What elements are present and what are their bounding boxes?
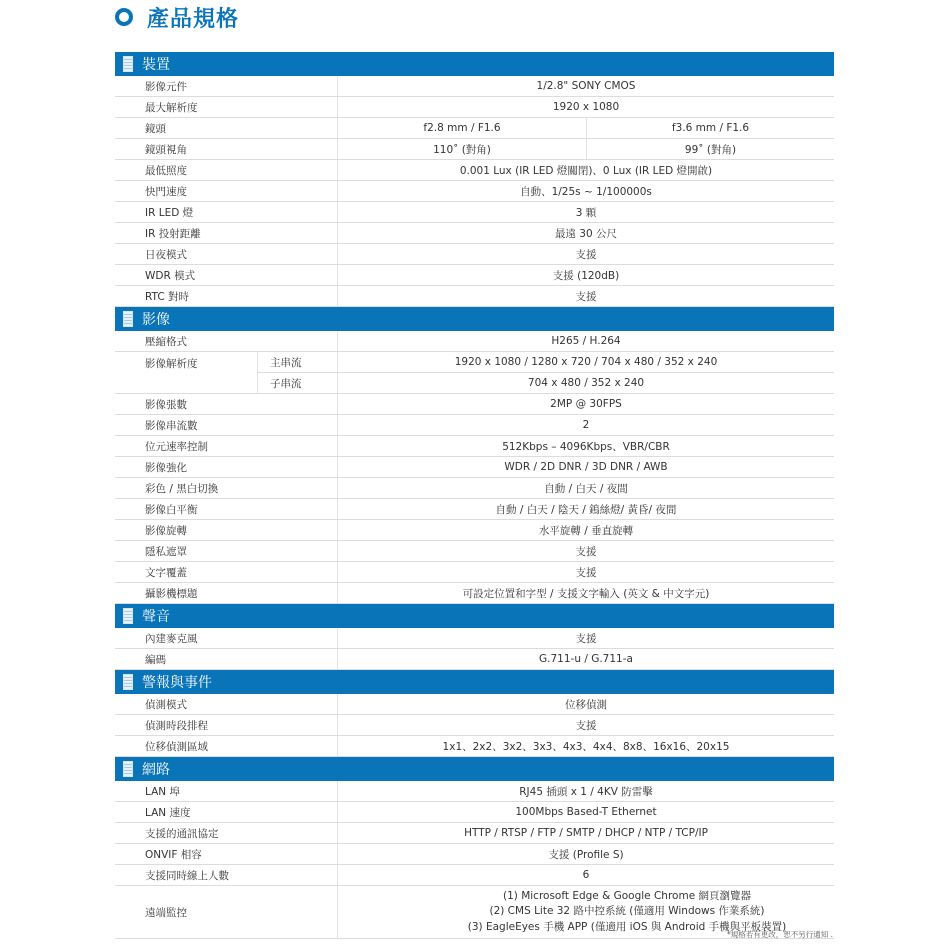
row-label: LAN 埠	[115, 781, 338, 801]
circle-bullet-icon	[115, 8, 133, 26]
row-label: 影像旋轉	[115, 520, 338, 540]
row-label: IR LED 燈	[115, 202, 338, 222]
row-sublabel: 子串流	[258, 373, 338, 393]
row-value: H265 / H.264	[551, 335, 621, 347]
row-value: 1x1、2x2、3x2、3x3、4x3、4x4、8x8、16x16、20x15	[442, 740, 730, 753]
table-row	[115, 865, 834, 886]
row-value-left: f2.8 mm / F1.6	[338, 118, 587, 138]
row-value: HTTP / RTSP / FTP / SMTP / DHCP / NTP / TCP/IP	[464, 827, 708, 839]
row-value-line: (3) EagleEyes 手機 APP (僅適用 iOS 與 Android 手機與平板裝置)	[467, 920, 787, 933]
table-row	[115, 499, 834, 520]
row-value: 支援	[575, 545, 597, 558]
row-label: 偵測時段排程	[115, 715, 338, 735]
row-value: 自動 / 白天 / 夜間	[544, 482, 628, 495]
table-row	[115, 520, 834, 541]
row-label: 最大解析度	[115, 97, 338, 117]
row-label: 影像白平衡	[115, 499, 338, 519]
table-row	[115, 415, 834, 436]
table-row	[115, 844, 834, 865]
table-row	[115, 97, 834, 118]
row-value: 1920 x 1080 / 1280 x 720 / 704 x 480 / 352 x 240	[454, 356, 718, 368]
row-value: 2MP @ 30FPS	[550, 398, 622, 410]
table-row	[115, 457, 834, 478]
row-label: 遠端監控	[115, 886, 338, 938]
row-label: 影像元件	[115, 76, 338, 96]
table-row	[115, 781, 834, 802]
row-value-line: (1) Microsoft Edge & Google Chrome 網頁瀏覽器	[502, 889, 751, 902]
row-label: 鏡頭	[115, 118, 338, 138]
section-header-video	[115, 307, 834, 331]
list-icon	[123, 311, 133, 327]
row-label: 壓縮格式	[115, 331, 338, 351]
row-label: 鏡頭視角	[115, 139, 338, 159]
row-label: LAN 速度	[115, 802, 338, 822]
table-row	[115, 562, 834, 583]
row-value: 704 x 480 / 352 x 240	[527, 377, 645, 389]
row-label: 編碼	[115, 649, 338, 669]
row-value-right: f3.6 mm / F1.6	[671, 122, 750, 134]
row-value: 0.001 Lux (IR LED 燈關閉)、0 Lux (IR LED 燈開啟)	[459, 164, 713, 177]
row-value: 2	[582, 419, 590, 431]
row-sublabel: 主串流	[258, 352, 338, 372]
row-label: 攝影機標題	[115, 583, 338, 603]
row-label: 支援的通訊協定	[115, 823, 338, 843]
table-row	[115, 436, 834, 457]
row-value: 1/2.8" SONY CMOS	[536, 80, 636, 92]
section-title: 影像	[142, 312, 170, 328]
row-label: 內建麥克風	[115, 628, 338, 648]
list-icon	[123, 56, 133, 72]
row-value: 6	[582, 869, 590, 881]
table-row	[115, 160, 834, 181]
table-subrow	[258, 352, 834, 373]
row-value: 水平旋轉 / 垂直旋轉	[538, 524, 634, 537]
row-value-line: (2) CMS Lite 32 路中控系統 (僅適用 Windows 作業系統)	[489, 905, 765, 918]
row-value: 3 顆	[575, 206, 597, 219]
table-row	[115, 394, 834, 415]
table-row	[115, 649, 834, 670]
row-label: 影像張數	[115, 394, 338, 414]
table-row	[115, 139, 834, 160]
table-row	[115, 202, 834, 223]
row-value: G.711-u / G.711-a	[539, 653, 633, 665]
section-header-audio	[115, 604, 834, 628]
row-value: 支援	[575, 719, 597, 732]
row-value: 可設定位置和字型 / 支援文字輸入 (英文 & 中文字元)	[462, 587, 710, 600]
spec-table	[115, 52, 834, 939]
table-row	[115, 715, 834, 736]
row-value-right: 99˚ (對角)	[684, 143, 737, 156]
table-row	[115, 802, 834, 823]
table-row	[115, 223, 834, 244]
footnote: *規格若有更改，恕不另行通知 .	[726, 930, 833, 939]
table-row	[115, 331, 834, 352]
row-value: 1920 x 1080	[552, 101, 620, 113]
table-row	[115, 628, 834, 649]
table-row	[115, 181, 834, 202]
row-value: 支援	[575, 290, 597, 303]
row-value: WDR / 2D DNR / 3D DNR / AWB	[504, 461, 668, 473]
table-row	[115, 286, 834, 307]
table-row	[115, 265, 834, 286]
row-label: RTC 對時	[115, 286, 338, 306]
row-value-left: 110˚ (對角)	[338, 139, 587, 159]
row-label: 快門速度	[115, 181, 338, 201]
section-header-network	[115, 757, 834, 781]
section-header-alarm	[115, 670, 834, 694]
row-value: 100Mbps Based-T Ethernet	[515, 806, 657, 818]
table-row	[115, 694, 834, 715]
row-value: 最遠 30 公尺	[554, 227, 618, 240]
row-label: 支援同時線上人數	[115, 865, 338, 885]
table-row-group	[115, 352, 834, 394]
table-subrow	[258, 373, 834, 393]
row-label: 影像解析度	[115, 352, 258, 393]
table-row	[115, 244, 834, 265]
row-label: 隱私遮罩	[115, 541, 338, 561]
row-label: IR 投射距離	[115, 223, 338, 243]
table-row	[115, 583, 834, 604]
row-label: 位元速率控制	[115, 436, 338, 456]
row-label: 偵測模式	[115, 694, 338, 714]
table-row	[115, 736, 834, 757]
row-value: 自動、1/25s ~ 1/100000s	[520, 185, 652, 198]
row-label: 影像強化	[115, 457, 338, 477]
page-title-text: 產品規格	[147, 6, 240, 32]
row-value: RJ45 插頭 x 1 / 4KV 防雷擊	[519, 785, 653, 798]
row-value: 自動 / 白天 / 陰天 / 鎢絲燈/ 黃昏/ 夜間	[495, 503, 677, 516]
section-title: 網路	[142, 762, 170, 778]
row-value: 支援	[575, 566, 597, 579]
table-row	[115, 823, 834, 844]
row-value: 支援	[575, 248, 597, 261]
section-title: 聲音	[142, 609, 170, 625]
row-label: 日夜模式	[115, 244, 338, 264]
section-title: 裝置	[142, 57, 170, 73]
table-row	[115, 118, 834, 139]
section-header-device	[115, 52, 834, 76]
row-label: WDR 模式	[115, 265, 338, 285]
row-value: 512Kbps – 4096Kbps、VBR/CBR	[502, 440, 670, 453]
page-title	[115, 2, 239, 32]
section-title: 警報與事件	[142, 675, 212, 691]
list-icon	[123, 608, 133, 624]
row-value: 支援	[575, 632, 597, 645]
table-row	[115, 478, 834, 499]
row-label: 文字覆蓋	[115, 562, 338, 582]
list-icon	[123, 761, 133, 777]
table-row	[115, 76, 834, 97]
row-label: ONVIF 相容	[115, 844, 338, 864]
row-label: 位移偵測區域	[115, 736, 338, 756]
row-label: 影像串流數	[115, 415, 338, 435]
list-icon	[123, 674, 133, 690]
row-value: 支援 (120dB)	[552, 269, 620, 282]
row-label: 彩色 / 黑白切換	[115, 478, 338, 498]
row-label: 最低照度	[115, 160, 338, 180]
row-value: 位移偵測	[565, 698, 607, 711]
table-row	[115, 541, 834, 562]
row-value: 支援 (Profile S)	[548, 848, 624, 861]
